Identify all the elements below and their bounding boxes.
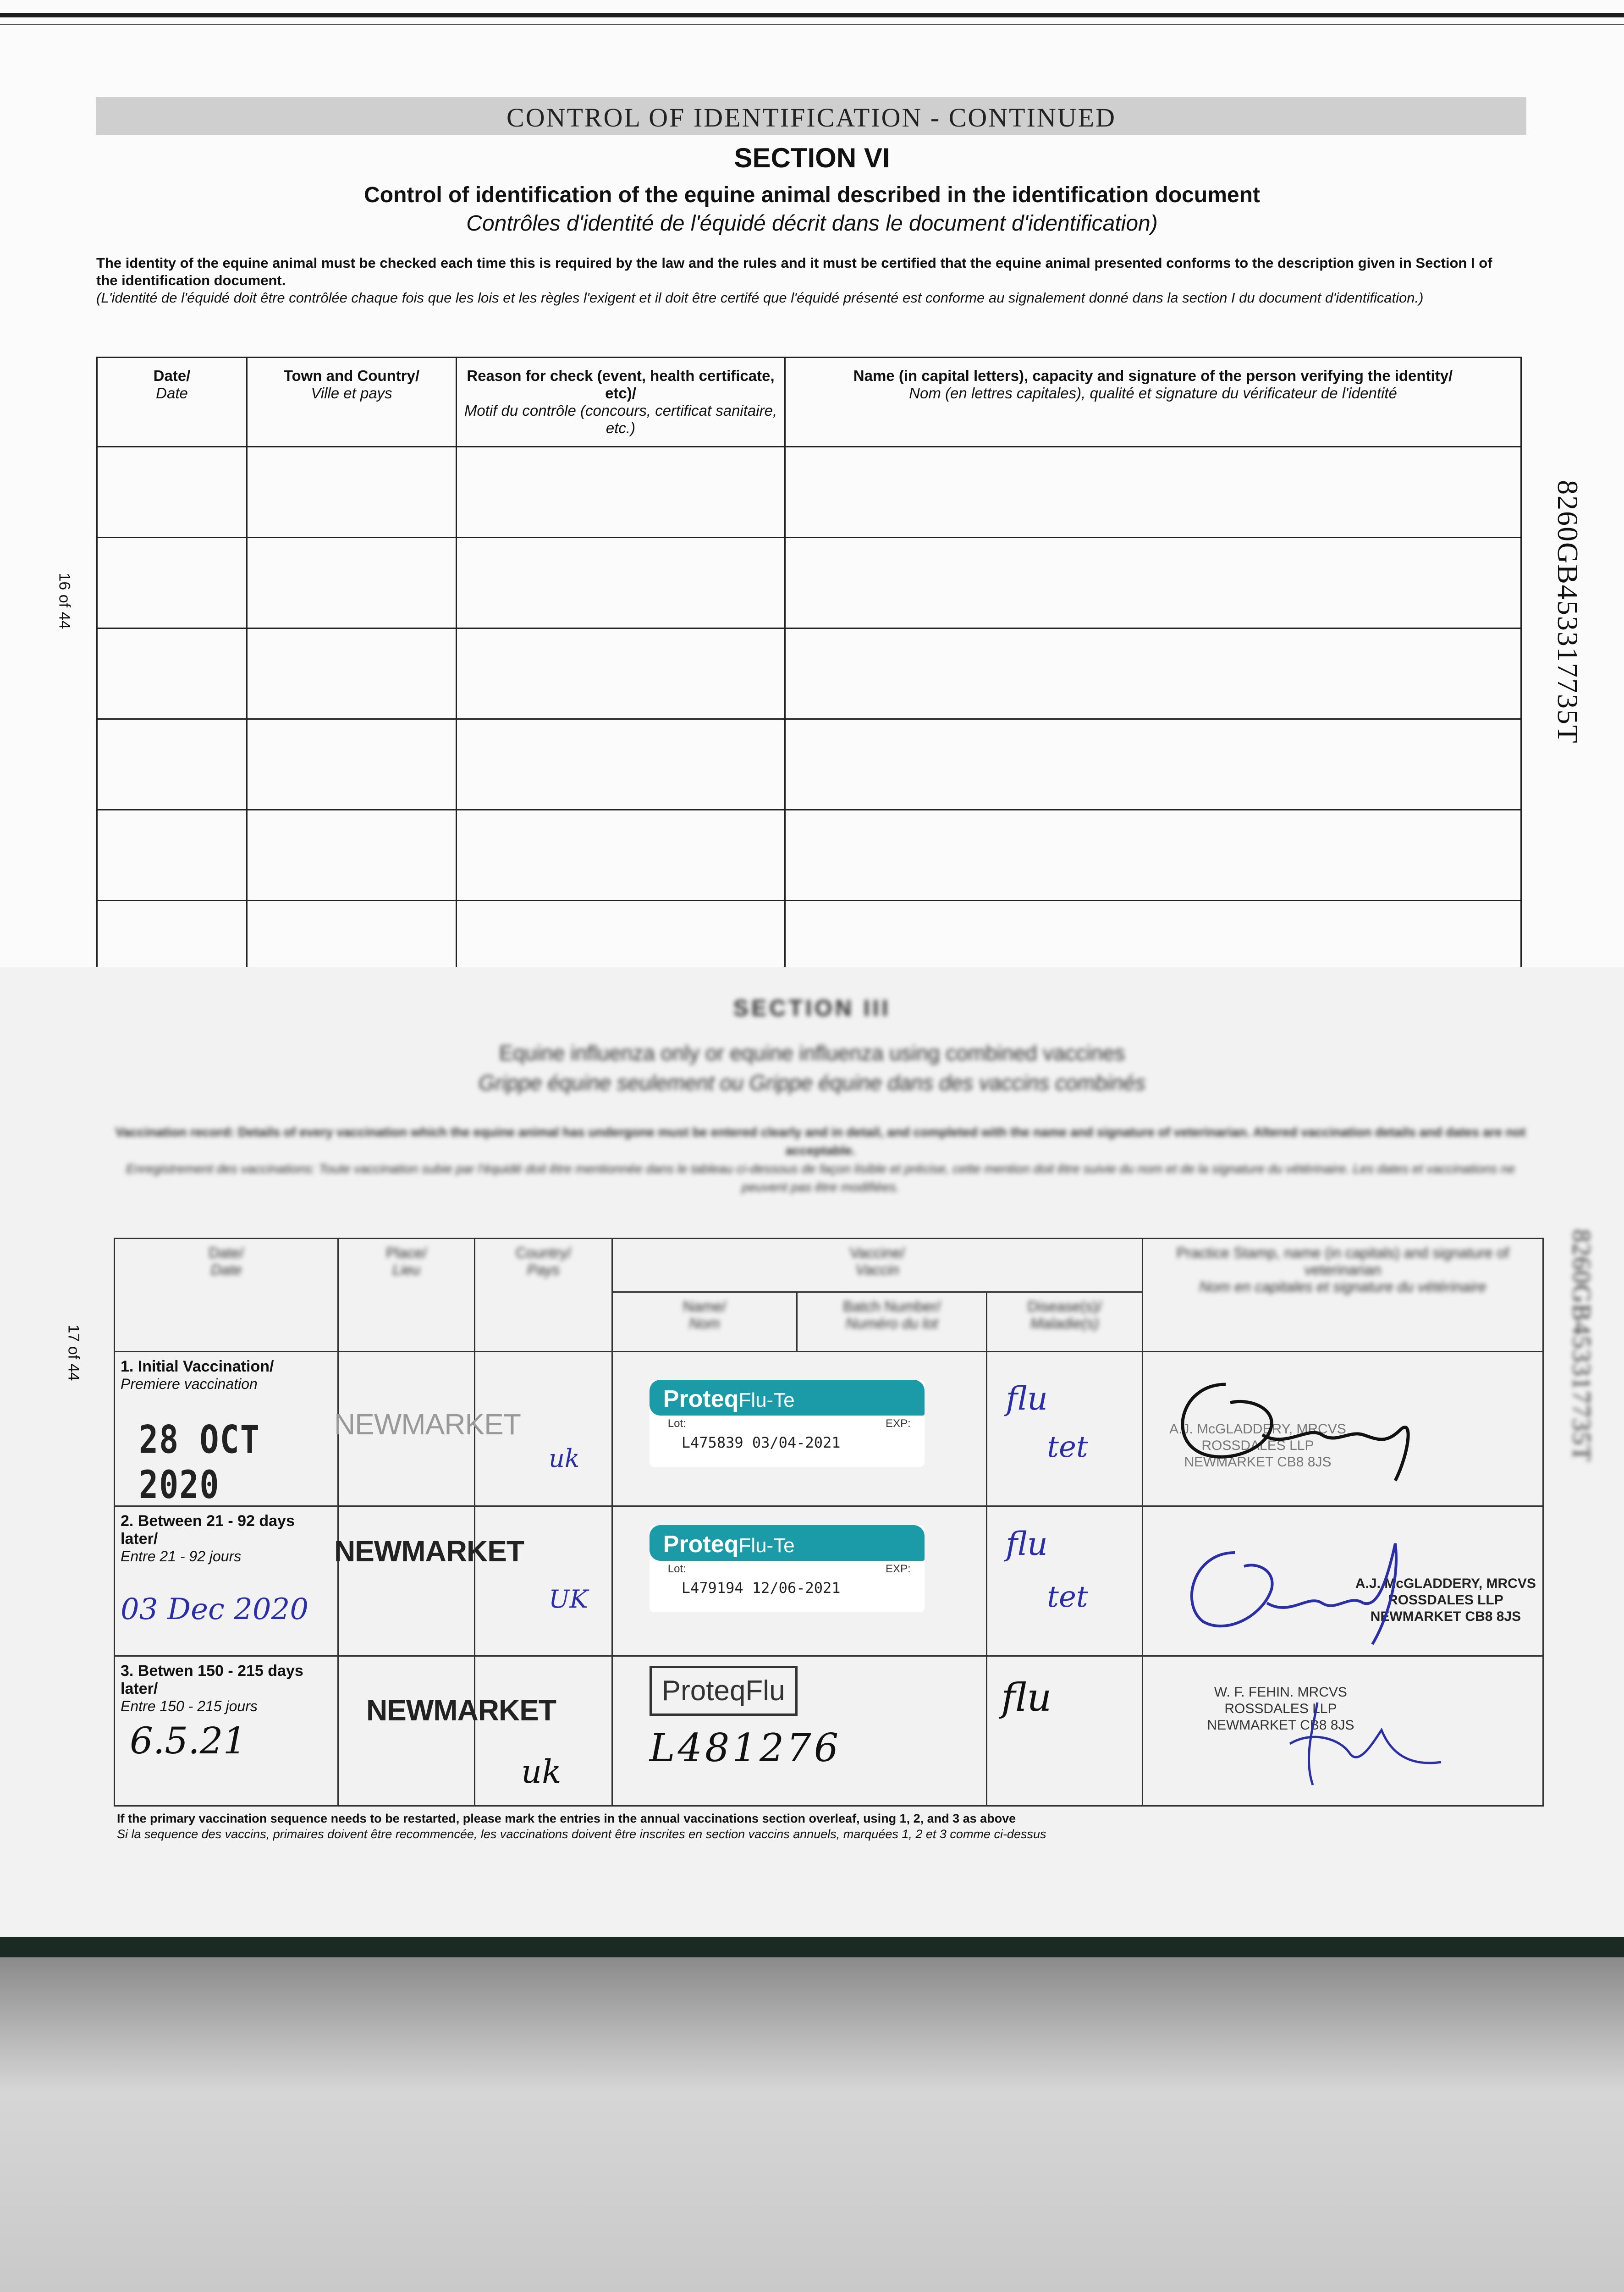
section-vi-subtitle-fr: Contrôles d'identité de l'équidé décrit dans le document d'identification) bbox=[466, 211, 1158, 236]
row1-batch: L475839 03/04-2021 bbox=[681, 1434, 841, 1451]
vacc-header-row-1 bbox=[115, 1239, 1543, 1292]
row1-date: 28 OCT 2020 bbox=[139, 1417, 260, 1508]
row3-signature bbox=[1235, 1675, 1464, 1794]
table-row bbox=[97, 719, 1521, 810]
identity-check-table bbox=[96, 357, 1522, 992]
row2-country-cell bbox=[475, 1506, 612, 1656]
table-header-row bbox=[97, 358, 1521, 447]
page-number-17: 17 of 44 bbox=[65, 1324, 83, 1381]
row3-batch: L481276 bbox=[649, 1725, 842, 1770]
table-row bbox=[97, 628, 1521, 719]
col-town-country: Town and Country/ Ville et pays bbox=[247, 358, 457, 447]
col-reason: Reason for check (event, health certificate, etc)/ Motif du contrôle (concours, certificat sanitaire, etc.) bbox=[457, 358, 785, 447]
scanner-background bbox=[0, 1957, 1624, 2292]
row2-vaccine-cell bbox=[612, 1506, 986, 1656]
intro-en: The identity of the equine animal must be checked each time this is required by the law and the rules and it must be certified that the equine animal presented conforms to the description given in Section I of the identification document. bbox=[96, 255, 1492, 288]
hdr-place: Place/ Lieu bbox=[338, 1239, 474, 1352]
s3-intro-fr: Enregistrement des vaccinations: Toute vaccination subie par l'équidé doit être mentionnée dans le tableau ci-dessous de façon lisible et précise, cette mention doit être suivie du nom et de la signature du vétérinaire. Les dates et vaccinations ne peuvent pas être modifiées. bbox=[126, 1162, 1515, 1194]
row3-country-cell bbox=[475, 1656, 612, 1806]
section-iii-title: SECTION III bbox=[733, 995, 891, 1021]
row1-signature bbox=[1157, 1357, 1441, 1490]
row1-disease-cell bbox=[987, 1352, 1143, 1506]
top-edge-line bbox=[0, 13, 1624, 17]
section-vi-intro bbox=[96, 254, 1513, 307]
hdr-batch: Batch Number/ Numéro du lot bbox=[797, 1292, 987, 1352]
col-verifier: Name (in capital letters), capacity and signature of the person verifying the identity/ Nom (en lettres capitales), qualité et signature du vérificateur de l'identité bbox=[785, 358, 1521, 447]
row1-date-cell: 1. Initial Vaccination/ Premiere vaccination 28 OCT 2020 bbox=[115, 1352, 338, 1506]
vaccination-row-1 bbox=[115, 1352, 1543, 1506]
table-row bbox=[97, 810, 1521, 901]
section-iii-subtitle-fr: Grippe équine seulement ou Grippe équine dans des vaccins combinés bbox=[479, 1071, 1145, 1095]
section-vi-title: SECTION VI bbox=[734, 143, 890, 173]
row2-vaccine-sticker: ProteqFlu-Te Lot: EXP: L479194 12/06-2021 bbox=[650, 1525, 925, 1612]
row2-signature bbox=[1157, 1516, 1441, 1649]
hdr-date: Date/ Date bbox=[115, 1239, 338, 1352]
row2-batch: L479194 12/06-2021 bbox=[681, 1579, 841, 1597]
row2-disease-2: tet bbox=[1047, 1580, 1088, 1614]
table-row bbox=[97, 538, 1521, 628]
hdr-vaccine: Vaccine/ Vaccin bbox=[612, 1239, 1142, 1292]
row3-date-cell: 3. Betwen 150 - 215 days later/ Entre 150 - 215 jours 6.5.21 bbox=[115, 1656, 338, 1806]
row1-country: uk bbox=[549, 1444, 580, 1473]
hdr-country: Country/ Pays bbox=[475, 1239, 612, 1352]
row1-vaccine-cell bbox=[612, 1352, 986, 1506]
passport-serial-top: 8260GB453317735T bbox=[1552, 480, 1584, 744]
col-date: Date/ Date bbox=[97, 358, 247, 447]
row2-vet-cell bbox=[1142, 1506, 1543, 1656]
row3-country: uk bbox=[521, 1753, 562, 1791]
row3-vet-cell bbox=[1142, 1656, 1543, 1806]
row3-vaccine-cell bbox=[612, 1656, 986, 1806]
row1-disease-1: flu bbox=[1006, 1380, 1048, 1417]
vaccination-table bbox=[114, 1238, 1544, 1807]
row1-vet-cell bbox=[1142, 1352, 1543, 1506]
table-row bbox=[97, 447, 1521, 538]
row3-place: NEWMARKET bbox=[366, 1694, 556, 1727]
section-banner: CONTROL OF IDENTIFICATION - CONTINUED bbox=[96, 97, 1526, 135]
section-iii-subtitle-en: Equine influenza only or equine influenza using combined vaccines bbox=[499, 1041, 1125, 1065]
section-iii-intro bbox=[115, 1123, 1526, 1196]
hdr-disease: Disease(s)/ Maladie(s) bbox=[987, 1292, 1143, 1352]
vaccination-row-2 bbox=[115, 1506, 1543, 1656]
row3-vaccine-name: ProteqFlu bbox=[650, 1666, 798, 1716]
footnote-en: If the primary vaccination sequence needs to be restarted, please mark the entries in the annual vaccinations section overleaf, using 1, 2, and 3 as above bbox=[117, 1812, 1016, 1825]
row2-practice-stamp: A.J. McGLADDERY, MRCVS ROSSDALES LLP NEWMARKET CB8 8JS bbox=[1355, 1576, 1536, 1624]
row3-disease-cell bbox=[987, 1656, 1143, 1806]
s3-intro-en: Vaccination record: Details of every vaccination which the equine animal has undergone must be entered clearly and in detail, and completed with the name and signature of veterinarian. Altered vaccination details and dates are not acceptable. bbox=[115, 1125, 1526, 1157]
row1-practice-stamp: A.J. McGLADDERY, MRCVS ROSSDALES LLP NEWMARKET CB8 8JS bbox=[1169, 1421, 1346, 1470]
footnote bbox=[117, 1811, 1538, 1842]
row2-disease-1: flu bbox=[1006, 1525, 1048, 1563]
row3-date: 6.5.21 bbox=[130, 1719, 247, 1762]
footnote-fr: Si la sequence des vaccins, primaires doivent être recommencée, les vaccinations doivent être inscrites en section vaccins annuels, marquées 1, 2 et 3 comme ci-dessus bbox=[117, 1827, 1046, 1841]
row1-vaccine-sticker: ProteqFlu-Te Lot: EXP: L475839 03/04-2021 bbox=[650, 1380, 925, 1467]
vaccination-row-3 bbox=[115, 1656, 1543, 1806]
row2-country: UK bbox=[549, 1585, 588, 1614]
row2-date: 03 Dec 2020 bbox=[121, 1592, 309, 1626]
row2-place-cell bbox=[334, 1506, 524, 1656]
section-vi-subtitle-en: Control of identification of the equine animal described in the identification document bbox=[364, 183, 1260, 207]
row2-date-cell: 2. Between 21 - 92 days later/ Entre 21 - 92 jours 03 Dec 2020 bbox=[115, 1506, 338, 1656]
row1-place: NEWMARKET bbox=[334, 1408, 521, 1441]
row2-place: NEWMARKET bbox=[334, 1535, 524, 1568]
row1-disease-2: tet bbox=[1047, 1430, 1088, 1464]
book-edge bbox=[0, 1937, 1624, 1957]
row3-practice-stamp: W. F. FEHIN. MRCVS ROSSDALES LLP NEWMARKET CB8 8JS bbox=[1207, 1685, 1354, 1733]
hdr-vet: Practice Stamp, name (in capitals) and signature of veterinarian Nom en capitales et signature du vétérinaire bbox=[1142, 1239, 1543, 1352]
passport-serial-bottom: 8260GB453317735T bbox=[1567, 1229, 1596, 1462]
row1-place-cell bbox=[334, 1352, 521, 1506]
page-number-16: 16 of 44 bbox=[55, 573, 73, 629]
row1-country-cell bbox=[475, 1352, 612, 1506]
hdr-name: Name/ Nom bbox=[612, 1292, 797, 1352]
row3-disease-1: flu bbox=[1001, 1675, 1052, 1720]
top-edge-line-thin bbox=[0, 24, 1624, 25]
row2-disease-cell bbox=[987, 1506, 1143, 1656]
intro-fr: (L'identité de l'équidé doit être contrôlée chaque fois que les lois et les règles l'exigent et il doit être certifé que l'équidé présenté est conforme au signalement donné dans la section I du document d'identification.) bbox=[96, 290, 1424, 306]
